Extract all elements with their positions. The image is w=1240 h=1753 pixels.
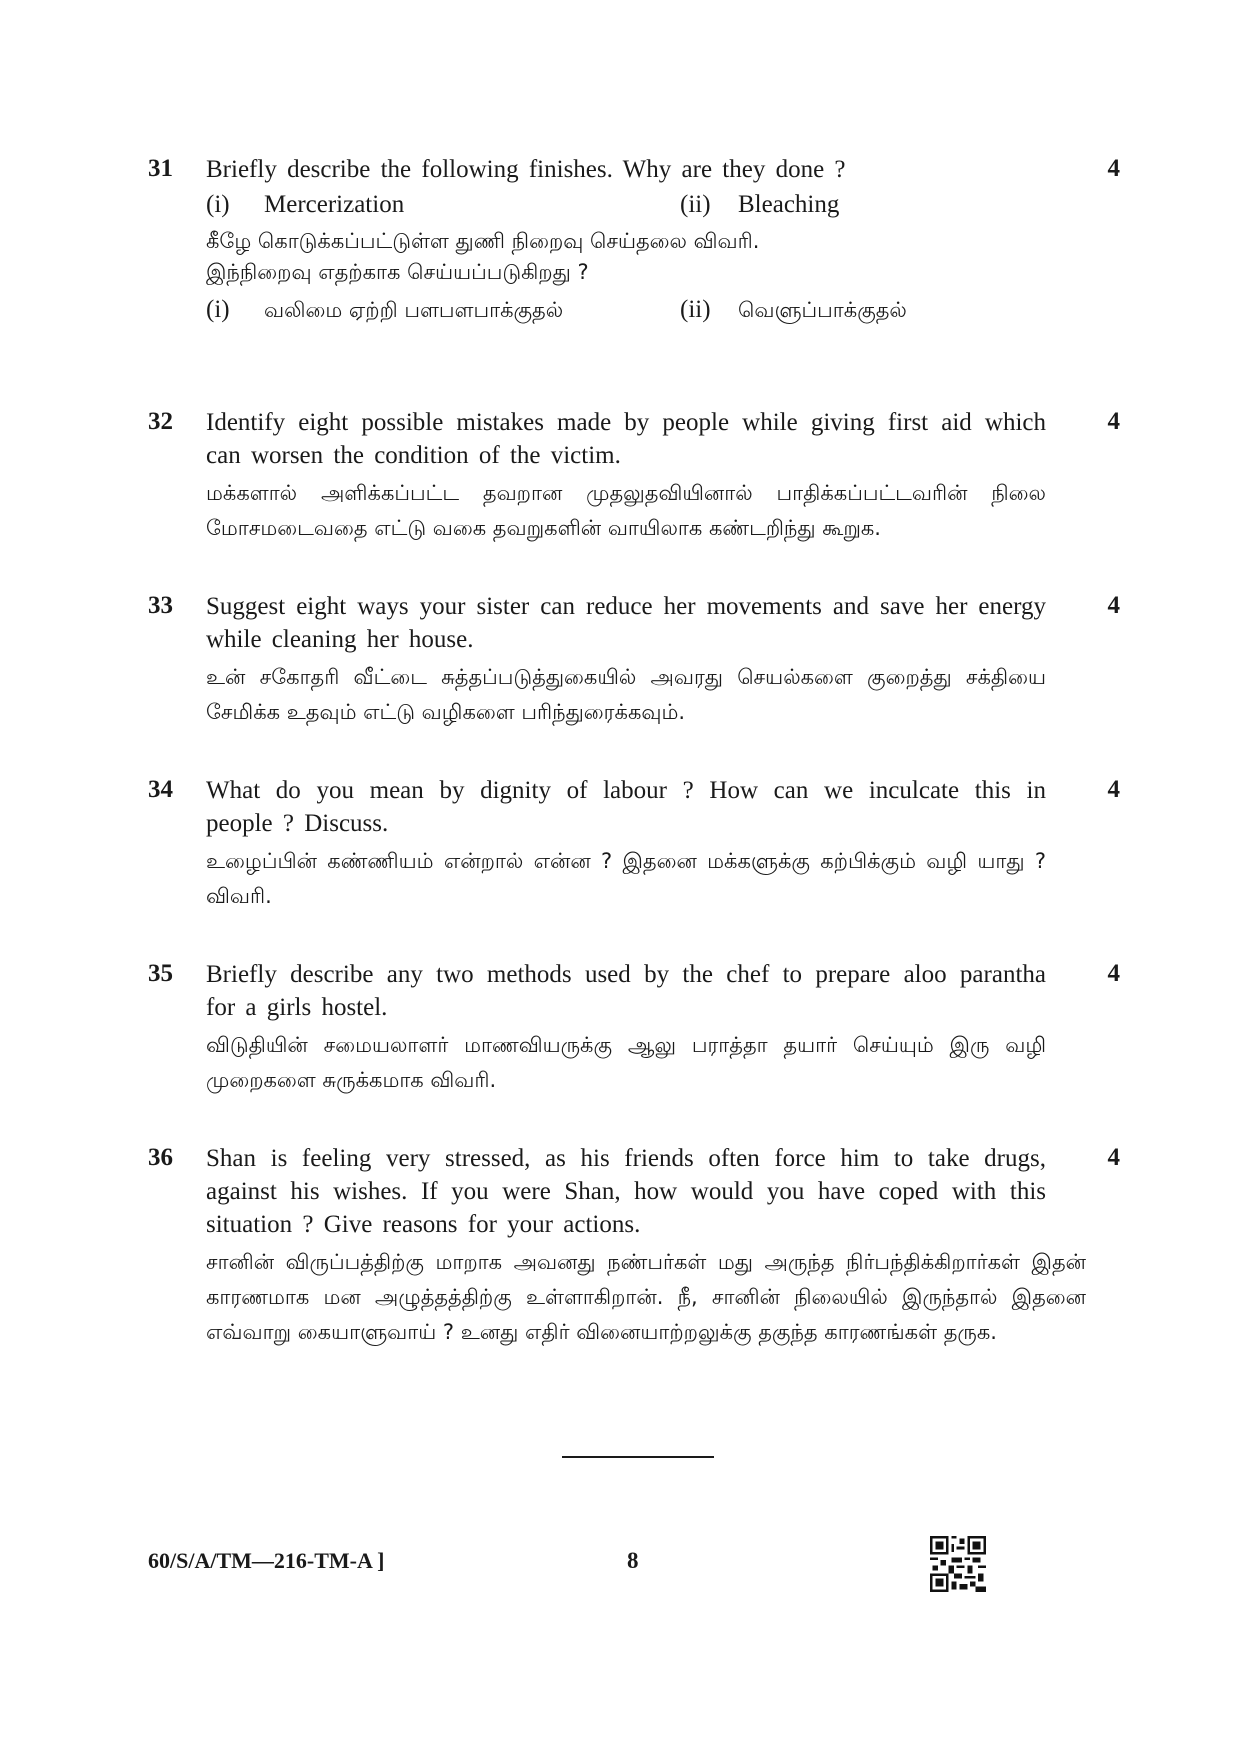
question-number: 35: [148, 960, 173, 987]
option-text: வெளுப்பாக்குதல்: [738, 298, 907, 322]
question-body: [206, 774, 1046, 914]
question-number: 34: [148, 776, 173, 803]
question-text-english: What do you mean by dignity of labour ? How can we inculcate this in people ? Discuss.: [206, 777, 1046, 837]
question-body: [206, 153, 1046, 330]
question-32: [148, 406, 1120, 546]
english-options: [206, 186, 1046, 224]
question-body: [206, 958, 1046, 1098]
option-numeral: (i): [206, 296, 230, 323]
tamil-options: [206, 290, 1046, 330]
option-ii-tamil: [680, 290, 907, 330]
option-numeral: (i): [206, 191, 230, 218]
question-text-tamil: சானின் விருப்பத்திற்கு மாறாக அவனது நண்பர்கள் மது அருந்த நிர்பந்திக்கிறார்கள் இதன் காரணமாக மன அழுத்தத்திற்கு உள்ளாகிறான். நீ, சானின் நிலையில் இருந்தால் இதனை எவ்வாறு கையாளுவாய் ? உனது எதிர் வினையாற்றலுக்கு தகுந்த காரணங்கள் தருக.: [206, 1250, 1086, 1344]
question-text-english: Briefly describe the following finishes. Why are they done ?: [206, 156, 846, 183]
question-body: [206, 590, 1046, 730]
question-marks: 4: [1107, 155, 1120, 182]
option-i: [206, 186, 680, 224]
question-text-tamil-line-2: இந்நிறைவு எதற்காக செய்யப்படுகிறது ?: [206, 260, 589, 284]
option-text: வலிமை ஏற்றி பளபளபாக்குதல்: [264, 298, 564, 322]
question-body: [206, 406, 1046, 546]
question-text-tamil: மக்களால் அளிக்கப்பட்ட தவறான முதலுதவியினால் பாதிக்கப்பட்டவரின் நிலை மோசமடைவதை எட்டு வகை தவறுகளின் வாயிலாக கண்டறிந்து கூறுக.: [206, 481, 1046, 540]
question-number: 33: [148, 592, 173, 619]
question-marks: 4: [1107, 408, 1120, 435]
option-numeral: (ii): [680, 296, 711, 323]
question-number: 32: [148, 408, 173, 435]
question-text-english: Shan is feeling very stressed, as his friends often force him to take drugs, against his wishes. If you were Shan, how would you have coped with this situation ? Give reasons for your actions.: [206, 1145, 1046, 1238]
question-33: [148, 590, 1120, 730]
option-text: Mercerization: [264, 191, 405, 218]
question-text-english: Identify eight possible mistakes made by people while giving first aid which can worsen the condition of the victim.: [206, 409, 1046, 469]
end-divider: [562, 1456, 714, 1458]
question-35: [148, 958, 1120, 1098]
question-marks: 4: [1107, 776, 1120, 803]
option-ii: [680, 186, 839, 224]
question-marks: 4: [1107, 960, 1120, 987]
question-31: [148, 153, 1120, 333]
question-body: [206, 1142, 1086, 1350]
option-text: Bleaching: [738, 191, 840, 218]
question-36: [148, 1142, 1120, 1392]
question-marks: 4: [1107, 592, 1120, 619]
qr-code-icon: [930, 1536, 986, 1592]
paper-code: 60/S/A/TM—216-TM-A ]: [148, 1548, 385, 1573]
question-number: 36: [148, 1144, 173, 1171]
question-text-tamil: உன் சகோதரி வீட்டை சுத்தப்படுத்துகையில் அவரது செயல்களை குறைத்து சக்தியை சேமிக்க உதவும் எட்டு வழிகளை பரிந்துரைக்கவும்.: [206, 665, 1046, 724]
question-34: [148, 774, 1120, 914]
question-text-tamil: விடுதியின் சமையலாளர் மாணவியருக்கு ஆலு பராத்தா தயார் செய்யும் இரு வழி முறைகளை சுருக்கமாக விவரி.: [206, 1033, 1046, 1092]
question-text-tamil-line-1: கீழே கொடுக்கப்பட்டுள்ள துணி நிறைவு செய்தலை விவரி.: [206, 229, 760, 253]
page-number: 8: [627, 1548, 639, 1573]
option-i-tamil: [206, 290, 680, 330]
question-text-english: Suggest eight ways your sister can reduce her movements and save her energy while cleaning her house.: [206, 593, 1046, 653]
option-numeral: (ii): [680, 191, 711, 218]
question-text-english: Briefly describe any two methods used by the chef to prepare aloo parantha for a girls hostel.: [206, 961, 1046, 1021]
question-marks: 4: [1107, 1144, 1120, 1171]
question-text-tamil: உழைப்பின் கண்ணியம் என்றால் என்ன ? இதனை மக்களுக்கு கற்பிக்கும் வழி யாது ? விவரி.: [206, 849, 1046, 908]
question-number: 31: [148, 155, 173, 182]
